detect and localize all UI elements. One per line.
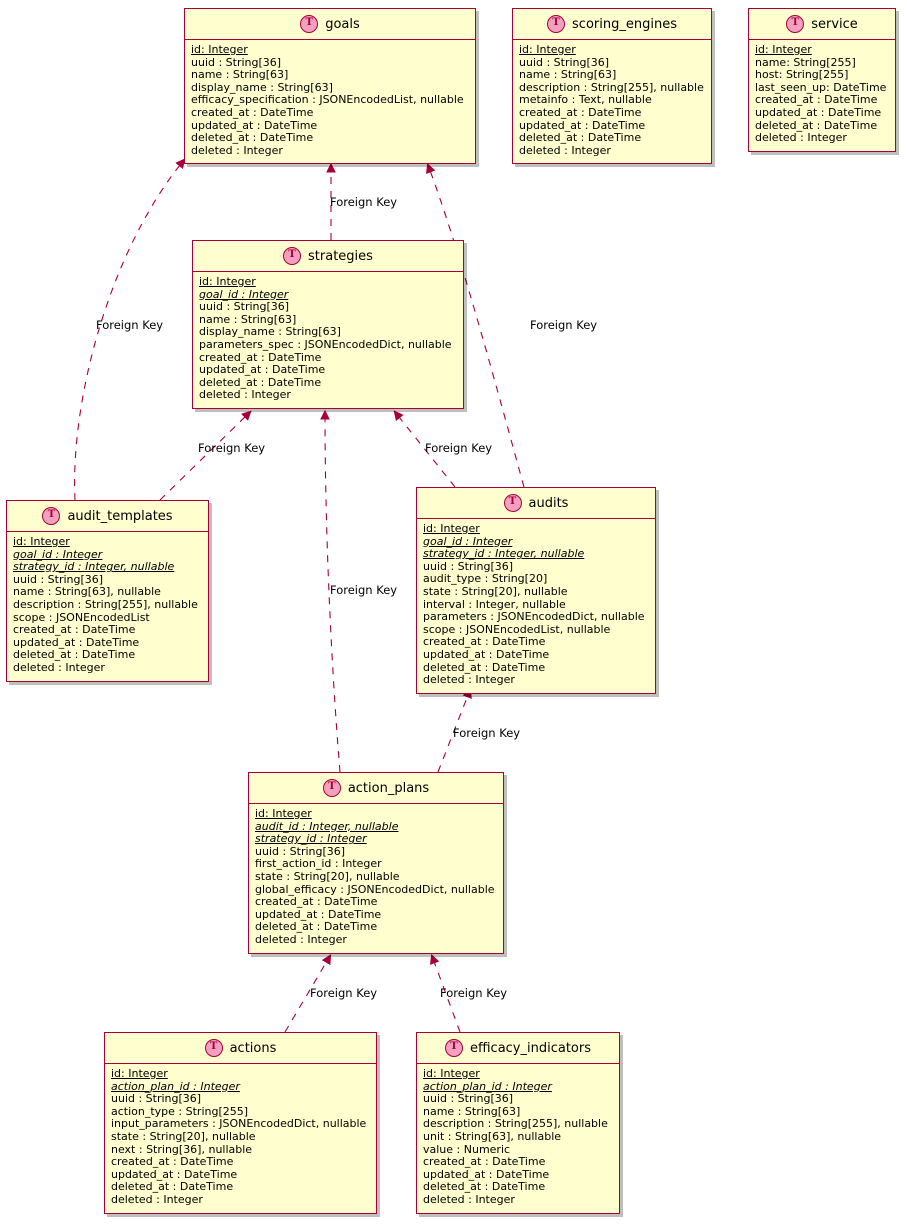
entity-field: audit_type : String[20] — [423, 572, 548, 586]
entity-field: scope : JSONEncodedList, nullable — [423, 622, 611, 636]
entity-field: created_at : DateTime — [191, 105, 314, 119]
relationship-label: Foreign Key — [440, 986, 508, 1000]
entity-field: display_name : String[63] — [199, 325, 341, 339]
entity-field: metainfo : Text, nullable — [519, 93, 652, 107]
table-icon: T — [300, 15, 318, 33]
entity-field: updated_at : DateTime — [191, 118, 318, 132]
entity-field: interval : Integer, nullable — [423, 597, 566, 611]
table-icon: T — [547, 15, 565, 33]
entity-field: first_action_id : Integer — [255, 857, 382, 871]
entity-title: goals — [325, 16, 360, 32]
entity-field: deleted_at : DateTime — [255, 920, 378, 934]
entity-field: id: Integer — [423, 1067, 480, 1080]
entity-field: id: Integer — [255, 807, 312, 820]
entity-audits[interactable] — [416, 487, 656, 694]
entity-field: deleted : Integer — [199, 388, 291, 402]
entity-field: name : String[63] — [519, 68, 617, 82]
entity-title: strategies — [308, 248, 373, 264]
entity-field: deleted_at : DateTime — [191, 131, 314, 145]
entity-fields-goals — [185, 40, 475, 163]
entity-field: created_at : DateTime — [423, 635, 546, 649]
entity-field: id: Integer — [519, 43, 576, 56]
entity-header-scoring_engines — [513, 9, 711, 40]
entity-header-strategies — [193, 241, 463, 272]
entity-field: id: Integer — [755, 43, 812, 56]
entity-field: parameters_spec : JSONEncodedDict, nullable — [199, 337, 452, 351]
entity-field: unit : String[63], nullable — [423, 1129, 562, 1143]
entity-field: updated_at : DateTime — [13, 635, 140, 649]
entity-field: strategy_id : Integer — [255, 832, 367, 846]
entity-field: deleted : Integer — [191, 143, 283, 157]
entity-field: goal_id : Integer — [423, 534, 513, 548]
entity-fields-strategies — [193, 272, 463, 408]
entity-header-efficacy_indicators — [417, 1033, 619, 1064]
entity-field: uuid : String[36] — [191, 55, 282, 69]
entity-header-audits — [417, 488, 655, 519]
relationship-label: Foreign Key — [198, 441, 266, 455]
entity-title: audit_templates — [67, 508, 173, 524]
entity-field: parameters : JSONEncodedDict, nullable — [423, 610, 645, 624]
relationship-label: Foreign Key — [330, 583, 398, 597]
entity-field: deleted_at : DateTime — [423, 1180, 546, 1194]
entity-goals[interactable] — [184, 8, 476, 164]
entity-field: strategy_id : Integer, nullable — [423, 547, 585, 561]
entity-field: input_parameters : JSONEncodedDict, nullable — [111, 1117, 367, 1131]
entity-field: deleted_at : DateTime — [519, 131, 642, 145]
entity-field: action_plan_id : Integer — [423, 1079, 552, 1093]
relationship-line-audit_templates-strategies — [160, 412, 250, 500]
entity-header-actions — [105, 1033, 376, 1064]
entity-field: host: String[255] — [755, 68, 849, 82]
entity-field: id: Integer — [111, 1067, 168, 1080]
entity-field: uuid : String[36] — [199, 300, 290, 314]
entity-actions[interactable] — [104, 1032, 377, 1214]
entity-field: uuid : String[36] — [423, 559, 514, 573]
entity-field: deleted : Integer — [423, 673, 515, 687]
entity-field: description : String[255], nullable — [519, 80, 704, 94]
entity-field: audit_id : Integer, nullable — [255, 819, 399, 833]
entity-field: deleted_at : DateTime — [13, 648, 136, 662]
entity-title: audits — [528, 495, 569, 511]
entity-field: id: Integer — [13, 535, 70, 548]
entity-field: deleted_at : DateTime — [199, 375, 322, 389]
entity-scoring_engines[interactable] — [512, 8, 712, 164]
entity-field: efficacy_specification : JSONEncodedList, nullable — [191, 93, 464, 107]
entity-field: goal_id : Integer — [13, 547, 103, 561]
entity-field: created_at : DateTime — [423, 1155, 546, 1169]
entity-field: deleted_at : DateTime — [111, 1180, 234, 1194]
entity-field: deleted : Integer — [255, 932, 347, 946]
entity-field: created_at : DateTime — [111, 1155, 234, 1169]
entity-field: updated_at : DateTime — [111, 1167, 238, 1181]
entity-field: uuid : String[36] — [13, 572, 104, 586]
entity-field: id: Integer — [423, 522, 480, 535]
entity-fields-service — [749, 40, 895, 151]
entity-field: action_type : String[255] — [111, 1104, 249, 1118]
relationship-label: Foreign Key — [425, 441, 493, 455]
entity-field: created_at : DateTime — [755, 93, 878, 107]
relationship-label: Foreign Key — [453, 726, 521, 740]
relationship-label: Foreign Key — [330, 195, 398, 209]
entity-field: updated_at : DateTime — [423, 1167, 550, 1181]
entity-field: created_at : DateTime — [199, 350, 322, 364]
entity-field: strategy_id : Integer, nullable — [13, 560, 175, 574]
table-icon: T — [504, 494, 522, 512]
entity-field: deleted : Integer — [423, 1192, 515, 1206]
entity-fields-audit_templates — [7, 532, 208, 681]
entity-fields-scoring_engines — [513, 40, 711, 163]
table-icon: T — [283, 247, 301, 265]
entity-field: deleted : Integer — [519, 143, 611, 157]
entity-field: updated_at : DateTime — [255, 907, 382, 921]
entity-field: uuid : String[36] — [111, 1092, 202, 1106]
entity-header-audit_templates — [7, 501, 208, 532]
entity-header-goals — [185, 9, 475, 40]
entity-field: display_name : String[63] — [191, 80, 333, 94]
entity-field: name : String[63] — [191, 68, 289, 82]
entity-field: deleted_at : DateTime — [423, 660, 546, 674]
entity-audit_templates[interactable] — [6, 500, 209, 682]
entity-field: deleted_at : DateTime — [755, 118, 878, 132]
entity-header-service — [749, 9, 895, 40]
entity-field: next : String[36], nullable — [111, 1142, 253, 1156]
entity-field: created_at : DateTime — [255, 895, 378, 909]
entity-title: service — [811, 16, 858, 32]
entity-field: created_at : DateTime — [13, 623, 136, 637]
entity-field: name : String[63] — [199, 312, 297, 326]
entity-field: name : String[63], nullable — [13, 585, 161, 599]
entity-field: description : String[255], nullable — [423, 1117, 608, 1131]
entity-service[interactable] — [748, 8, 896, 152]
entity-field: scope : JSONEncodedList — [13, 610, 150, 624]
entity-field: value : Numeric — [423, 1142, 511, 1156]
entity-field: last_seen_up: DateTime — [755, 80, 887, 94]
entity-title: action_plans — [347, 780, 430, 796]
entity-field: action_plan_id : Integer — [111, 1079, 240, 1093]
entity-field: description : String[255], nullable — [13, 597, 198, 611]
table-icon: T — [205, 1039, 223, 1057]
entity-field: deleted : Integer — [111, 1192, 203, 1206]
table-icon: T — [786, 15, 804, 33]
entity-field: updated_at : DateTime — [199, 363, 326, 377]
entity-efficacy_indicators[interactable] — [416, 1032, 620, 1214]
relationship-label: Foreign Key — [530, 318, 598, 332]
entity-field: deleted : Integer — [755, 131, 847, 145]
entity-title: actions — [229, 1040, 277, 1056]
entity-fields-actions — [105, 1064, 376, 1213]
table-icon: T — [323, 779, 341, 797]
entity-title: efficacy_indicators — [469, 1040, 592, 1056]
entity-field: id: Integer — [199, 275, 256, 288]
table-icon: T — [42, 507, 60, 525]
entity-action_plans[interactable] — [248, 772, 504, 954]
entity-field: name : String[63] — [423, 1104, 521, 1118]
entity-field: state : String[20], nullable — [423, 584, 568, 598]
entity-field: uuid : String[36] — [255, 844, 346, 858]
relationship-label: Foreign Key — [96, 318, 164, 332]
entity-field: uuid : String[36] — [423, 1092, 514, 1106]
entity-field: id: Integer — [191, 43, 248, 56]
entity-field: updated_at : DateTime — [755, 105, 882, 119]
entity-title: scoring_engines — [572, 16, 677, 32]
entity-field: updated_at : DateTime — [519, 118, 646, 132]
entity-field: name: String[255] — [755, 55, 856, 69]
entity-fields-action_plans — [249, 804, 503, 953]
relationship-label: Foreign Key — [310, 986, 378, 1000]
entity-field: state : String[20], nullable — [111, 1129, 256, 1143]
entity-field: deleted : Integer — [13, 660, 105, 674]
entity-field: updated_at : DateTime — [423, 647, 550, 661]
entity-fields-audits — [417, 519, 655, 693]
entity-field: uuid : String[36] — [519, 55, 610, 69]
entity-field: state : String[20], nullable — [255, 869, 400, 883]
entity-fields-efficacy_indicators — [417, 1064, 619, 1213]
table-icon: T — [445, 1039, 463, 1057]
entity-field: global_efficacy : JSONEncodedDict, nullable — [255, 882, 495, 896]
entity-field: created_at : DateTime — [519, 105, 642, 119]
entity-strategies[interactable] — [192, 240, 464, 409]
entity-header-action_plans — [249, 773, 503, 804]
entity-field: goal_id : Integer — [199, 287, 289, 301]
